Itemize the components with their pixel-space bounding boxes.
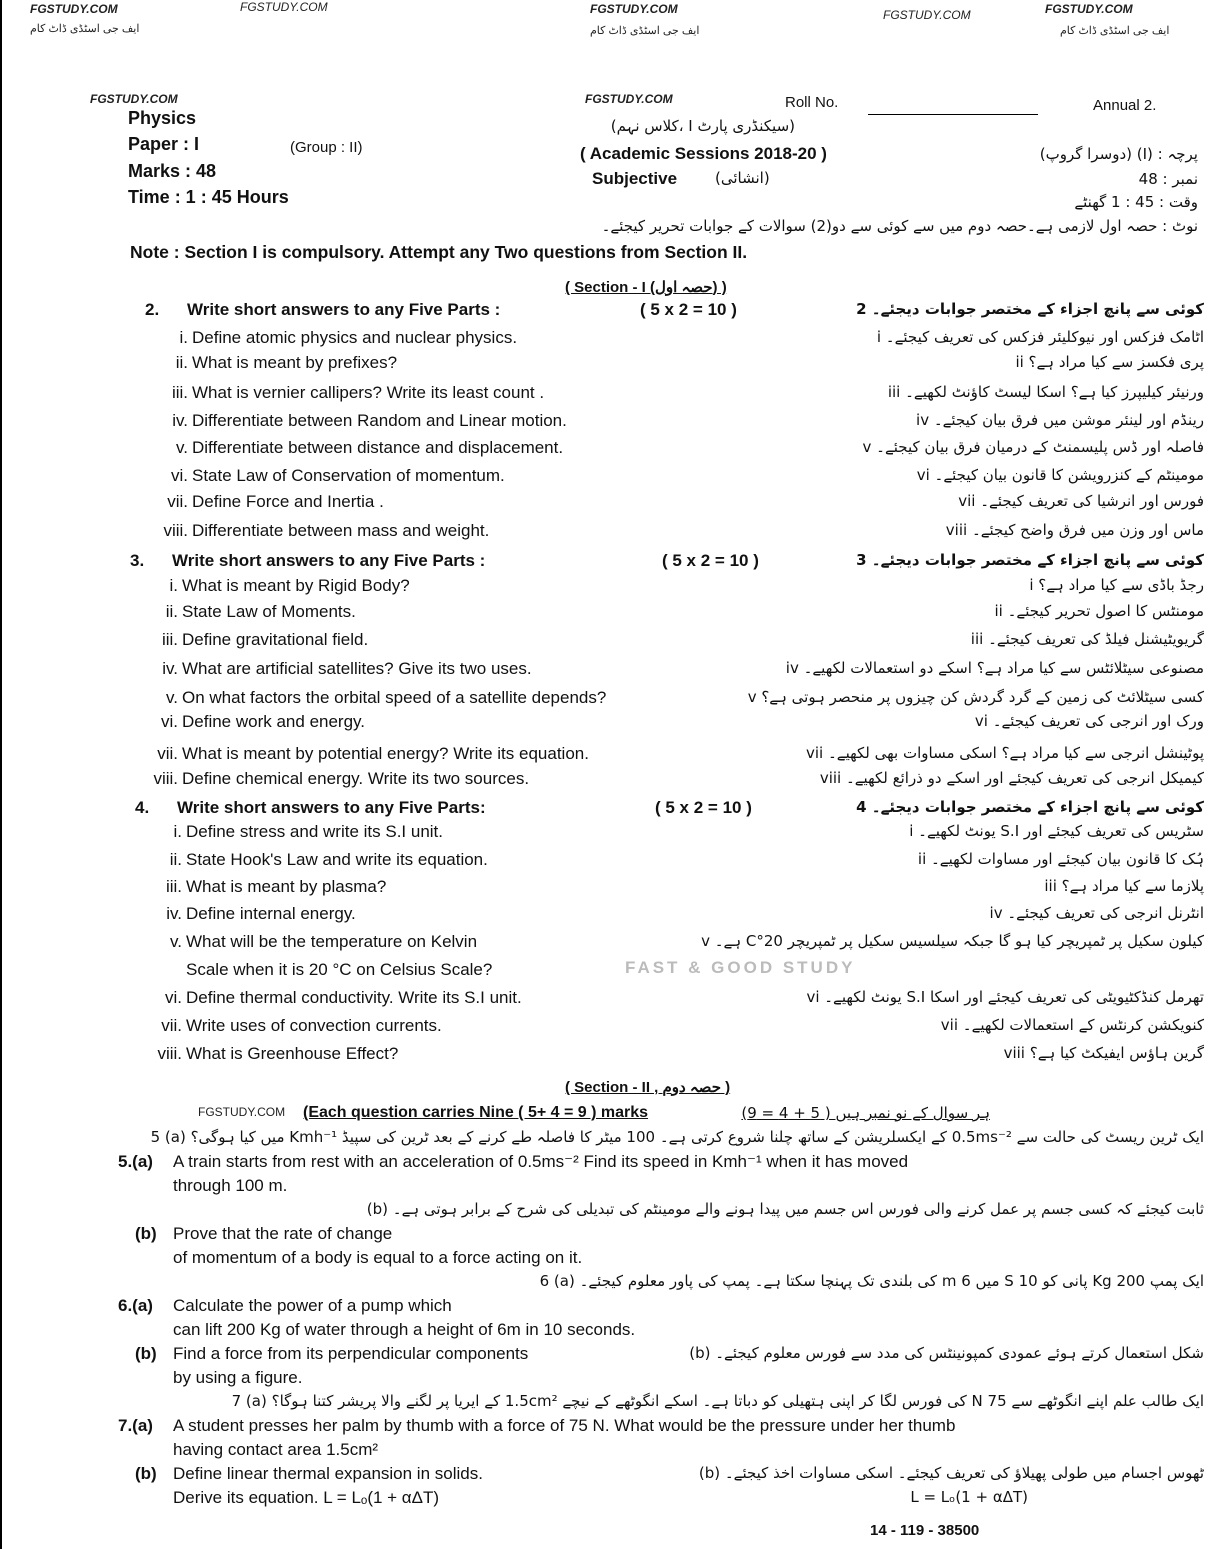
question-part: State Law of Moments.	[182, 602, 356, 621]
question-urdu: شکل استعمال کرتے ہوئے عمودی کمپونینٹس کی مدد سے فورس معلوم کیجئے۔ (b)	[689, 1344, 1204, 1362]
paper-code: 14 - 119 - 38500	[870, 1522, 980, 1539]
question-part-urdu: پلازما سے کیا مراد ہے؟ iii	[1044, 877, 1204, 895]
part-number: viii.	[153, 769, 178, 788]
question-text: Find a force from its perpendicular components	[173, 1344, 529, 1363]
question-text: A train starts from rest with an acceleration of 0.5ms⁻² Find its speed in Kmh⁻¹ when it has moved	[173, 1152, 909, 1171]
section-1-title: ( Section - I (حصہ اول) )	[565, 279, 727, 296]
part-number: i.	[169, 576, 178, 595]
part-number: v.	[166, 688, 178, 707]
question-part-urdu: سٹریس کی تعریف کیجئے اور S.I یونٹ لکھیے۔ i	[909, 822, 1204, 840]
question-part: Define Force and Inertia .	[192, 492, 384, 511]
question-text: Calculate the power of a pump which	[173, 1296, 452, 1315]
question-part-urdu: مصنوعی سیٹلائٹس سے کیا مراد ہے؟ اسکے دو استعمالات لکھیے۔ iv	[785, 659, 1204, 677]
question-part: Define thermal conductivity. Write its S.I unit.	[186, 988, 522, 1007]
question-part-urdu: انٹرنل انرجی کی تعریف کیجئے۔ iv	[989, 904, 1204, 922]
question-heading: Write short answers to any Five Parts :	[187, 300, 501, 319]
marks: Marks : 48	[128, 161, 217, 181]
class-urdu: (سیکنڈری پارٹ I ،کلاس نہم)	[610, 117, 795, 135]
question-text: Derive its equation. L = Lₒ(1 + αΔT)	[173, 1488, 440, 1507]
question-text: Define linear thermal expansion in solids.	[173, 1464, 483, 1483]
question-heading-urdu: کوئی سے پانچ اجزاء کے مختصر جوابات دیجئے۔ 3	[856, 551, 1204, 569]
note-urdu: نوٹ : حصہ اول لازمی ہے۔حصہ دوم میں سے کوئی سے دو(2) سوالات کے جوابات تحریر کیجئے۔	[601, 217, 1198, 235]
question-part-urdu: مومینٹم کے کنزرویشن کا قانون بیان کیجئے۔ vi	[916, 466, 1204, 484]
question-heading-urdu: کوئی سے پانچ اجزاء کے مختصر جوابات دیجئے۔ 4	[856, 798, 1204, 816]
part-number: iii.	[161, 630, 178, 649]
question-text: A student presses her palm by thumb with a force of 75 N. What would be the pressure under her thumb	[173, 1416, 956, 1435]
question-urdu: L = Lₒ(1 + αΔT)	[910, 1488, 1028, 1506]
part-number: iv.	[172, 411, 188, 430]
question-urdu: ایک ٹرین ریسٹ کی حالت سے 0.5ms⁻² کے ایکسلریشن کے ساتھ چلنا شروع کرتی ہے۔ 100 میٹر کا فاصلہ طے کرنے کے بعد ٹرین کی سپیڈ Kmh⁻¹ میں کیا ہوگی؟ (a) 5	[150, 1128, 1204, 1146]
academic-sessions: ( Academic Sessions 2018-20 )	[580, 144, 827, 163]
question-number: 3.	[130, 551, 145, 570]
watermark: FGSTUDY.COM	[30, 2, 118, 16]
marks-urdu: نمبر : 48	[1138, 170, 1198, 188]
question-label: 7.(a)	[118, 1416, 153, 1435]
roll-no-field[interactable]	[868, 114, 1038, 115]
question-part: State Law of Conservation of momentum.	[192, 466, 505, 485]
question-label: (b)	[135, 1224, 157, 1243]
question-urdu: ٹھوس اجسام میں طولی پھیلاؤ کی تعریف کیجئے۔ اسکی مساوات اخذ کیجئے۔ (b)	[698, 1464, 1204, 1482]
watermark: FGSTUDY.COM	[240, 0, 328, 14]
question-part: What is meant by plasma?	[186, 877, 387, 896]
subjective-urdu: (انشائی)	[715, 169, 770, 187]
part-number: v.	[176, 438, 188, 457]
question-part-urdu: فاصلہ اور ڈس پلیسمنٹ کے درمیان فرق بیان کیجئے۔ v	[862, 438, 1204, 456]
watermark-urdu: ایف جی اسٹڈی ڈاٹ کام	[1060, 25, 1170, 37]
part-number: iv.	[166, 904, 182, 923]
question-part: Differentiate between distance and displacement.	[192, 438, 564, 457]
part-number: i.	[179, 328, 188, 347]
roll-no-label: Roll No.	[785, 94, 839, 111]
question-marks: ( 5 x 2 = 10 )	[655, 798, 752, 817]
question-heading: Write short answers to any Five Parts :	[172, 551, 486, 570]
question-part: State Hook's Law and write its equation.	[186, 850, 488, 869]
question-part-urdu: کسی سیٹلائٹ کی زمین کے گرد گردش کن چیزوں پر منحصر ہوتی ہے؟ v	[747, 688, 1204, 706]
question-part-urdu: رینڈم اور لینئر موشن میں فرق بیان کیجئے۔ iv	[916, 411, 1204, 429]
question-heading: Write short answers to any Five Parts:	[177, 798, 486, 817]
question-part-urdu: فورس اور انرشیا کی تعریف کیجئے۔ vii	[958, 492, 1204, 510]
question-label: 5.(a)	[118, 1152, 153, 1171]
question-part-urdu: کیمیکل انرجی کی تعریف کیجئے اور اسکے دو ذرائع لکھیے۔ viii	[819, 769, 1204, 787]
part-number: i.	[173, 822, 182, 841]
part-number: ii.	[175, 353, 188, 372]
question-label: 6.(a)	[118, 1296, 153, 1315]
question-number: 2.	[145, 300, 160, 319]
part-number: vii.	[157, 744, 178, 763]
part-number: viii.	[157, 1044, 182, 1063]
scan-edge	[0, 0, 2, 1549]
question-part: On what factors the orbital speed of a satellite depends?	[182, 688, 607, 707]
question-urdu: ایک طالب علم اپنے انگوٹھے سے 75 N کی فورس لگا کر اپنی ہتھیلی کو دباتا ہے۔ اسکے انگوٹھے کے نیچے 1.5cm² کے ایریا پر لگنے والا پریشر کتنا ہوگا؟ (a) 7	[231, 1392, 1204, 1410]
question-part-urdu: ورنیئر کیلیپرز کیا ہے؟ اسکا لیسٹ کاؤنٹ لکھیے۔ iii	[887, 383, 1204, 401]
watermark-urdu: ایف جی اسٹڈی ڈاٹ کام	[30, 23, 140, 35]
part-number: ii.	[169, 850, 182, 869]
question-part: What is vernier callipers? Write its least count .	[192, 383, 545, 402]
question-part-urdu: گرین ہاؤس ایفیکٹ کیا ہے؟ viii	[1003, 1044, 1204, 1062]
question-urdu: ایک پمپ 200 Kg پانی کو 10 S میں 6 m کی بلندی تک پہنچا سکتا ہے۔ پمپ کی پاور معلوم کیجئے۔ (a) 6	[539, 1272, 1204, 1290]
watermark-slogan: FAST & GOOD STUDY	[625, 958, 856, 977]
watermark: FGSTUDY.COM	[590, 2, 678, 16]
question-part-urdu: گریویٹیشنل فیلڈ کی تعریف کیجئے۔ iii	[970, 630, 1204, 648]
question-marks: ( 5 x 2 = 10 )	[662, 551, 759, 570]
question-part: Define work and energy.	[182, 712, 366, 731]
question-marks: ( 5 x 2 = 10 )	[640, 300, 737, 319]
subjective-label: Subjective	[592, 169, 678, 188]
question-part: Differentiate between Random and Linear motion.	[192, 411, 567, 430]
question-part: Define chemical energy. Write its two sources.	[182, 769, 530, 788]
watermark: FGSTUDY.COM	[1045, 2, 1133, 16]
part-number: viii.	[163, 521, 188, 540]
question-part-urdu: ورک اور انرجی کی تعریف کیجئے۔ vi	[974, 712, 1204, 730]
watermark: FGSTUDY.COM	[883, 8, 971, 22]
question-text: having contact area 1.5cm²	[173, 1440, 379, 1459]
group: (Group : II)	[290, 139, 363, 156]
question-part-urdu: مومنٹس کا اصول تحریر کیجئے۔ ii	[994, 602, 1204, 620]
question-part-urdu: پوٹینشل انرجی سے کیا مراد ہے؟ اسکی مساوات بھی لکھیے۔ vii	[806, 744, 1204, 762]
question-part: Define gravitational field.	[182, 630, 369, 649]
question-part: What will be the temperature on Kelvin	[186, 932, 478, 951]
question-text: of momentum of a body is equal to a force acting on it.	[173, 1248, 583, 1267]
question-part-urdu: کیلون سکیل پر ٹمپریچر کیا ہو گا جبکہ سیلسیس سکیل پر ٹمپریچر 20°C ہے۔ v	[701, 932, 1204, 950]
question-part-urdu: کنویکشن کرنٹس کے استعمالات لکھیے۔ vii	[940, 1016, 1204, 1034]
question-number: 4.	[135, 798, 150, 817]
question-label: (b)	[135, 1464, 157, 1483]
question-text: Prove that the rate of change	[173, 1224, 393, 1243]
question-part-urdu: ماس اور وزن میں فرق واضح کیجئے۔ viii	[945, 521, 1204, 539]
question-part-urdu: تھرمل کنڈکٹیویٹی کی تعریف کیجئے اور اسکا S.I یونٹ لکھیے۔ vi	[806, 988, 1204, 1006]
question-part: Differentiate between mass and weight.	[192, 521, 490, 540]
part-number: ii.	[165, 602, 178, 621]
paper: Paper : I	[128, 134, 200, 154]
section-2-note-urdu: ہر سوال کے نو نمبر ہیں ( 5 + 4 = 9)	[741, 1104, 990, 1122]
watermark: FGSTUDY.COM	[90, 92, 178, 106]
part-number: vi.	[171, 466, 188, 485]
question-part-continued: Scale when it is 20 °C on Celsius Scale?	[186, 960, 493, 979]
paper-urdu: پرچہ : (I) (دوسرا گروپ)	[1039, 145, 1198, 163]
question-text: through 100 m.	[173, 1176, 288, 1195]
question-part: What are artificial satellites? Give its two uses.	[182, 659, 532, 678]
watermark: FGSTUDY.COM	[198, 1105, 286, 1119]
time-urdu: وقت : 45 : 1 گھنٹے	[1074, 193, 1198, 211]
section-2-note: (Each question carries Nine ( 5+ 4 = 9 ) marks	[303, 1104, 649, 1121]
question-part: What is meant by Rigid Body?	[182, 576, 410, 595]
question-part: What is meant by potential energy? Write its equation.	[182, 744, 589, 763]
part-number: vii.	[161, 1016, 182, 1035]
annual-label: Annual 2.	[1093, 97, 1157, 114]
watermark-urdu: ایف جی اسٹڈی ڈاٹ کام	[590, 25, 700, 37]
part-number: iv.	[162, 659, 178, 678]
question-part: Define internal energy.	[186, 904, 356, 923]
question-urdu: ثابت کیجئے کہ کسی جسم پر عمل کرنے والی فورس اس جسم میں پیدا ہونے والے مومینٹم کی تبدیلی کی شرح کے برابر ہوتی ہے۔ (b)	[366, 1200, 1204, 1218]
part-number: iii.	[165, 877, 182, 896]
part-number: v.	[170, 932, 182, 951]
question-part: What is meant by prefixes?	[192, 353, 398, 372]
question-heading-urdu: کوئی سے پانچ اجزاء کے مختصر جوابات دیجئے۔ 2	[856, 300, 1204, 318]
question-text: can lift 200 Kg of water through a height of 6m in 10 seconds.	[173, 1320, 636, 1339]
question-part-urdu: اٹامک فزکس اور نیوکلیئر فزکس کی تعریف کیجئے۔ i	[876, 328, 1204, 346]
question-part-urdu: ہُک کا قانون بیان کیجئے اور مساوات لکھیے۔ ii	[917, 850, 1204, 868]
part-number: iii.	[171, 383, 188, 402]
note: Note : Section I is compulsory. Attempt any Two questions from Section II.	[130, 242, 748, 262]
question-part: What is Greenhouse Effect?	[186, 1044, 399, 1063]
question-text: by using a figure.	[173, 1368, 303, 1387]
part-number: vii.	[167, 492, 188, 511]
watermark: FGSTUDY.COM	[585, 92, 673, 106]
question-part: Write uses of convection currents.	[186, 1016, 442, 1035]
subject: Physics	[128, 108, 197, 128]
time: Time : 1 : 45 Hours	[128, 187, 289, 207]
question-label: (b)	[135, 1344, 157, 1363]
question-part-urdu: پری فکسز سے کیا مراد ہے؟ ii	[1015, 353, 1204, 371]
question-part: Define atomic physics and nuclear physics.	[192, 328, 518, 347]
question-part: Define stress and write its S.I unit.	[186, 822, 443, 841]
part-number: vi.	[165, 988, 182, 1007]
section-2-title: ( Section - II , حصہ دوم )	[565, 1079, 731, 1096]
part-number: vi.	[161, 712, 178, 731]
question-part-urdu: رجڈ باڈی سے کیا مراد ہے؟ i	[1029, 576, 1204, 594]
